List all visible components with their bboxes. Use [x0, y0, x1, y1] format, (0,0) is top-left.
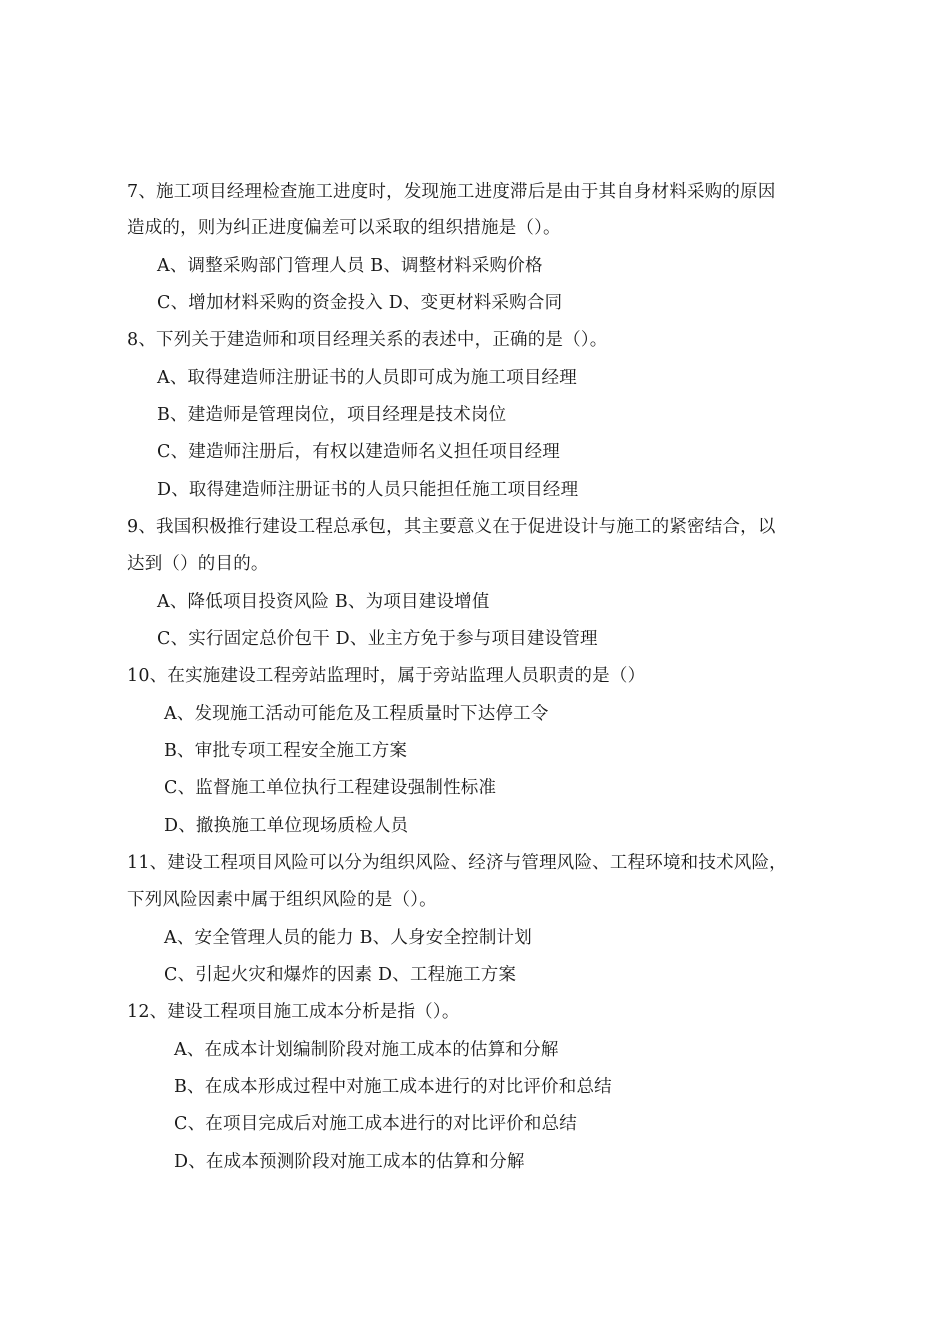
question-10-option-c: C、监督施工单位执行工程建设强制性标准: [164, 778, 497, 798]
question-11-stem-line-2: 下列风险因素中属于组织风险的是（）。: [127, 890, 437, 910]
question-9-stem-line-2: 达到（）的目的。: [127, 554, 269, 574]
question-9-option-cd: C、实行固定总价包干 D、业主方免于参与项目建设管理: [157, 629, 598, 649]
question-7-stem-line-1: 7、施工项目经理检查施工进度时，发现施工进度滞后是由于其自身材料采购的原因: [127, 182, 776, 202]
question-12-stem: 12、建设工程项目施工成本分析是指（）。: [127, 1002, 460, 1022]
question-9-stem-line-1: 9、我国积极推行建设工程总承包，其主要意义在于促进设计与施工的紧密结合，以: [127, 517, 776, 537]
question-10-stem: 10、在实施建设工程旁站监理时，属于旁站监理人员职责的是（）: [127, 666, 646, 686]
question-8-option-a: A、取得建造师注册证书的人员即可成为施工项目经理: [157, 368, 577, 388]
question-9-option-ab: A、降低项目投资风险 B、为项目建设增值: [157, 592, 490, 612]
question-8-option-b: B、建造师是管理岗位，项目经理是技术岗位: [157, 405, 507, 425]
question-7-stem-line-2: 造成的，则为纠正进度偏差可以采取的组织措施是（）。: [127, 218, 561, 238]
question-11-option-cd: C、引起火灾和爆炸的因素 D、工程施工方案: [164, 965, 517, 985]
question-7-option-cd: C、增加材料采购的资金投入 D、变更材料采购合同: [157, 293, 563, 313]
question-11-stem-line-1: 11、建设工程项目风险可以分为组织风险、经济与管理风险、工程环境和技术风险，: [127, 853, 787, 873]
question-10-option-d: D、撤换施工单位现场质检人员: [164, 816, 409, 836]
question-12-option-c: C、在项目完成后对施工成本进行的对比评价和总结: [174, 1114, 577, 1134]
question-8-stem: 8、下列关于建造师和项目经理关系的表述中，正确的是（）。: [127, 330, 608, 350]
question-11-option-ab: A、安全管理人员的能力 B、人身安全控制计划: [164, 928, 532, 948]
question-12-option-b: B、在成本形成过程中对施工成本进行的对比评价和总结: [174, 1077, 612, 1097]
question-8-option-c: C、建造师注册后，有权以建造师名义担任项目经理: [157, 442, 560, 462]
question-8-option-d: D、取得建造师注册证书的人员只能担任施工项目经理: [157, 480, 579, 500]
question-7-option-ab: A、调整采购部门管理人员 B、调整材料采购价格: [157, 256, 543, 276]
question-10-option-a: A、发现施工活动可能危及工程质量时下达停工令: [164, 704, 549, 724]
question-12-option-a: A、在成本计划编制阶段对施工成本的估算和分解: [174, 1040, 559, 1060]
question-12-option-d: D、在成本预测阶段对施工成本的估算和分解: [174, 1152, 525, 1172]
question-10-option-b: B、审批专项工程安全施工方案: [164, 741, 408, 761]
